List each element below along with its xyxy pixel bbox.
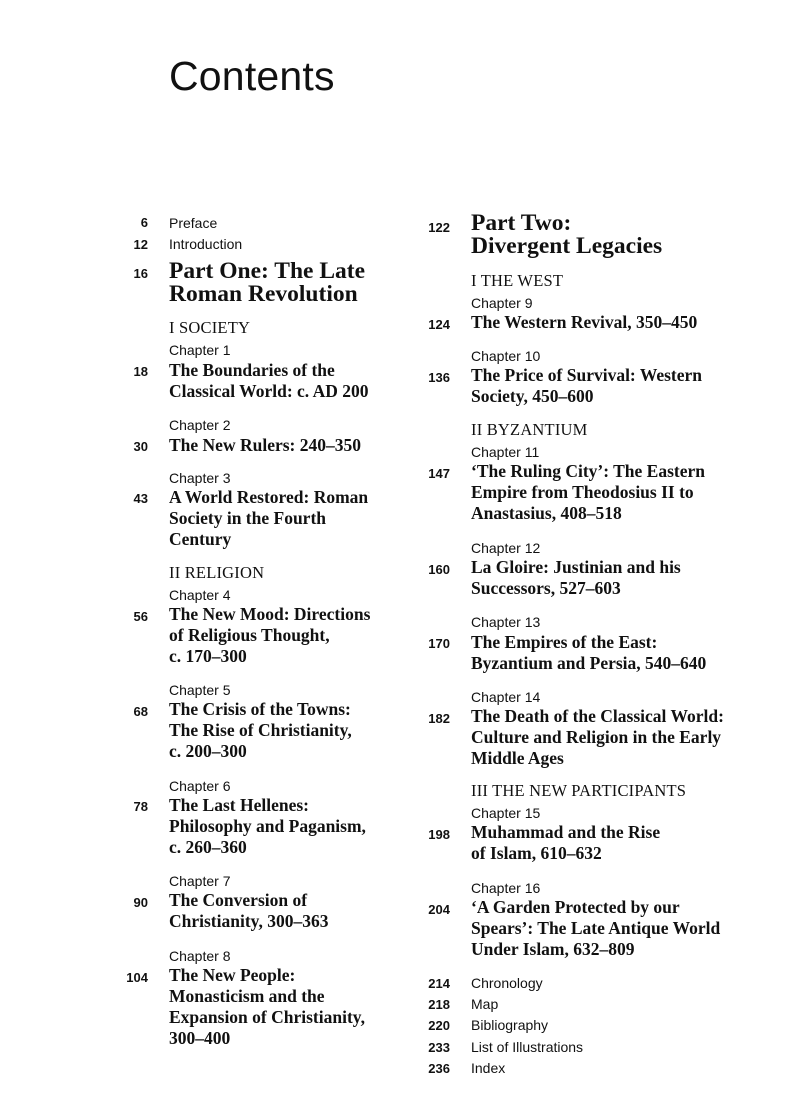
page-number: 78 [133,799,148,814]
section-heading-west: I THE WEST [471,271,564,290]
page-number: 236 [428,1061,450,1076]
chapter-title: The Conversion of Christianity, 300–363 [169,890,329,931]
page-number: 6 [140,215,148,230]
chapter-label: Chapter 1 [169,342,231,358]
chapter-label: Chapter 9 [471,295,533,311]
chapter-title: The New Rulers: 240–350 [169,435,361,455]
page-title: Contents [169,53,335,99]
chapter-label: Chapter 11 [471,444,540,460]
chapter-title: The New People: Monasticism and the Expansion of Christianity, 300–400 [169,965,365,1048]
entry-label: Bibliography [471,1017,549,1033]
chapter-title: ‘The Ruling City’: The Eastern Empire from Theodosius II to Anastasius, 408–518 [471,461,705,523]
part-heading: Part One: The Late Roman Revolution [169,258,366,307]
entry-label: Index [471,1060,506,1076]
entry-label: Preface [169,215,218,231]
chapter-title: ‘A Garden Protected by our Spears’: The Late Antique World Under Islam, 632–809 [471,897,721,959]
page-number: 160 [428,562,450,577]
part-heading: Part Two: Divergent Legacies [471,210,663,259]
chapter-label: Chapter 5 [169,682,231,698]
chapter-title: La Gloire: Justinian and his Successors, 527–603 [471,557,681,598]
page-number: 204 [428,902,450,917]
page-number: 90 [133,895,148,910]
page-number: 18 [133,364,148,379]
section-heading-byzantium: II BYZANTIUM [471,420,588,439]
chapter-label: Chapter 7 [169,873,231,889]
chapter-title: Muhammad and the Rise of Islam, 610–632 [471,822,661,863]
chapter-label: Chapter 3 [169,470,231,486]
section-heading-new-participants: III THE NEW PARTICIPANTS [471,781,687,800]
chapter-label: Chapter 16 [471,880,541,896]
chapter-title: The Death of the Classical World: Culture and Religion in the Early Middle Ages [471,706,724,768]
chapter-title: The Crisis of the Towns: The Rise of Christianity, c. 200–300 [169,699,352,761]
page-number: 147 [428,466,450,481]
page-number: 124 [428,317,450,332]
chapter-label: Chapter 2 [169,417,231,433]
chapter-label: Chapter 15 [471,805,541,821]
page-number: 220 [428,1018,450,1033]
chapter-label: Chapter 10 [471,348,541,364]
page-number: 233 [428,1040,450,1055]
page-number: 43 [133,491,148,506]
page-number: 122 [428,220,450,235]
chapter-title: The Boundaries of the Classical World: c. AD 200 [169,360,369,401]
chapter-title: The Price of Survival: Western Society, 450–600 [471,365,703,406]
page-number: 214 [428,976,450,991]
section-heading-society: I SOCIETY [169,318,251,337]
entry-label: Map [471,996,499,1012]
page-number: 56 [133,609,148,624]
entry-label: Chronology [471,975,543,991]
entry-label: Introduction [169,236,243,252]
chapter-label: Chapter 6 [169,778,231,794]
page-number: 136 [428,370,450,385]
entry-label: List of Illustrations [471,1039,584,1055]
page-number: 198 [428,827,450,842]
page-number: 170 [428,636,450,651]
chapter-label: Chapter 14 [471,689,541,705]
section-heading-religion: II RELIGION [169,563,265,582]
chapter-title: The Last Hellenes: Philosophy and Paganism, c. 260–360 [169,795,366,857]
chapter-label: Chapter 4 [169,587,231,603]
page-number: 104 [126,970,148,985]
chapter-title: A World Restored: Roman Society in the Fourth Century [169,487,369,549]
chapter-title: The New Mood: Directions of Religious Thought, c. 170–300 [169,604,371,666]
chapter-label: Chapter 13 [471,614,541,630]
page-number: 68 [133,704,148,719]
page-number: 182 [428,711,450,726]
page-number: 218 [428,997,450,1012]
chapter-label: Chapter 8 [169,948,231,964]
chapter-title: The Western Revival, 350–450 [471,312,698,332]
page-number: 16 [133,266,148,281]
chapter-title: The Empires of the East: Byzantium and Persia, 540–640 [471,632,707,673]
chapter-label: Chapter 12 [471,540,541,556]
page-number: 12 [133,237,148,252]
page-number: 30 [133,439,148,454]
